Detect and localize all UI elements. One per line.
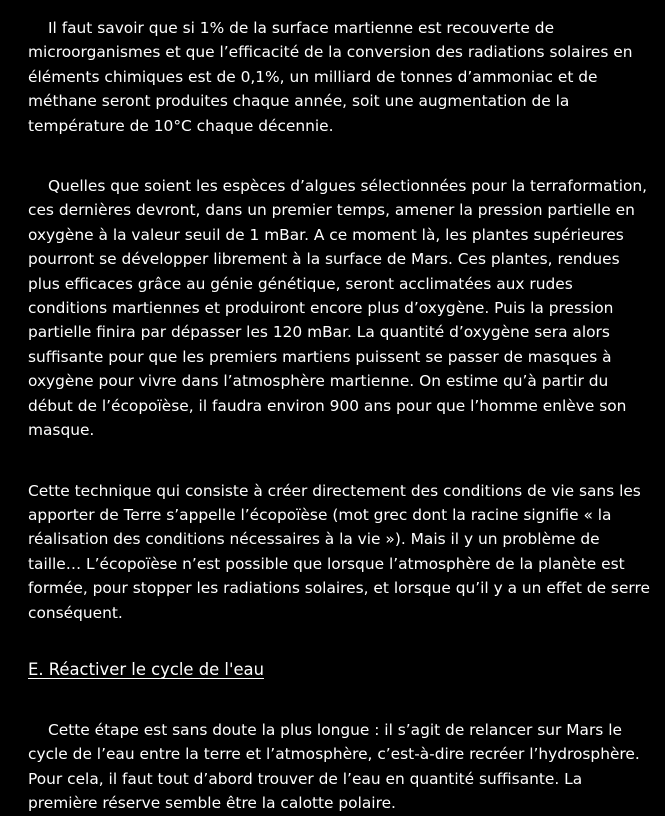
paragraph-ecopoiesis: Cette technique qui consiste à créer directement des conditions de vie sans les apporter de Terre s’appelle l’écopoïèse (mot grec dont la racine signifie « la réalisation des conditions nécessaires à la vie »). Mais il y un problème de taille… L’écopoïèse n’est possible que lorsque l’atmosphère de la planète est formée, pour stopper les radiations solaires, et lorsque qu’il y a un effet de serre conséquent.	[28, 481, 650, 622]
paragraph-algae-oxygen: Quelles que soient les espèces d’algues sélectionnées pour la terraformation, ces dernières devront, dans un premier temps, amener la pression partielle en oxygène à la valeur seuil de 1 mBar. A ce moment là, les plantes supérieures pourront se développer librement à la surface de Mars. Ces plantes, rendues plus efficaces grâce au génie génétique, seront acclimatées aux rudes conditions martiennes et produiront encore plus d’oxygène. Puis la pression partielle finira par dépasser les 120 mBar. La quantité d’oxygène sera alors suffisante pour que les premiers martiens puissent se passer de masques à oxygène pour vivre dans l’atmosphère martienne. On estime qu’à partir du début de l’écopoïèse, il faudra environ 900 ans pour que l’homme enlève son masque.	[28, 177, 648, 440]
paragraph-water-cycle: Cette étape est sans doute la plus longue : il s’agit de relancer sur Mars le cycle de l’eau entre la terre et l’atmosphère, c’est-à-dire recréer l’hydrosphère. Pour cela, il faut tout d’abord trouver de l’eau en quantité suffisante. La première réserve semble être la calotte polaire.	[28, 720, 640, 813]
paragraph-microorganisms: Il faut savoir que si 1% de la surface martienne est recouverte de microorganismes et que l’efficacité de la conversion des radiations solaires en éléments chimiques est de 0,1%, un milliard de tonnes d’ammoniac et de méthane seront produites chaque année, soit une augmentation de la température de 10°C chaque décennie.	[28, 19, 633, 135]
section-heading: E. Réactiver le cycle de l'eau	[28, 659, 264, 679]
